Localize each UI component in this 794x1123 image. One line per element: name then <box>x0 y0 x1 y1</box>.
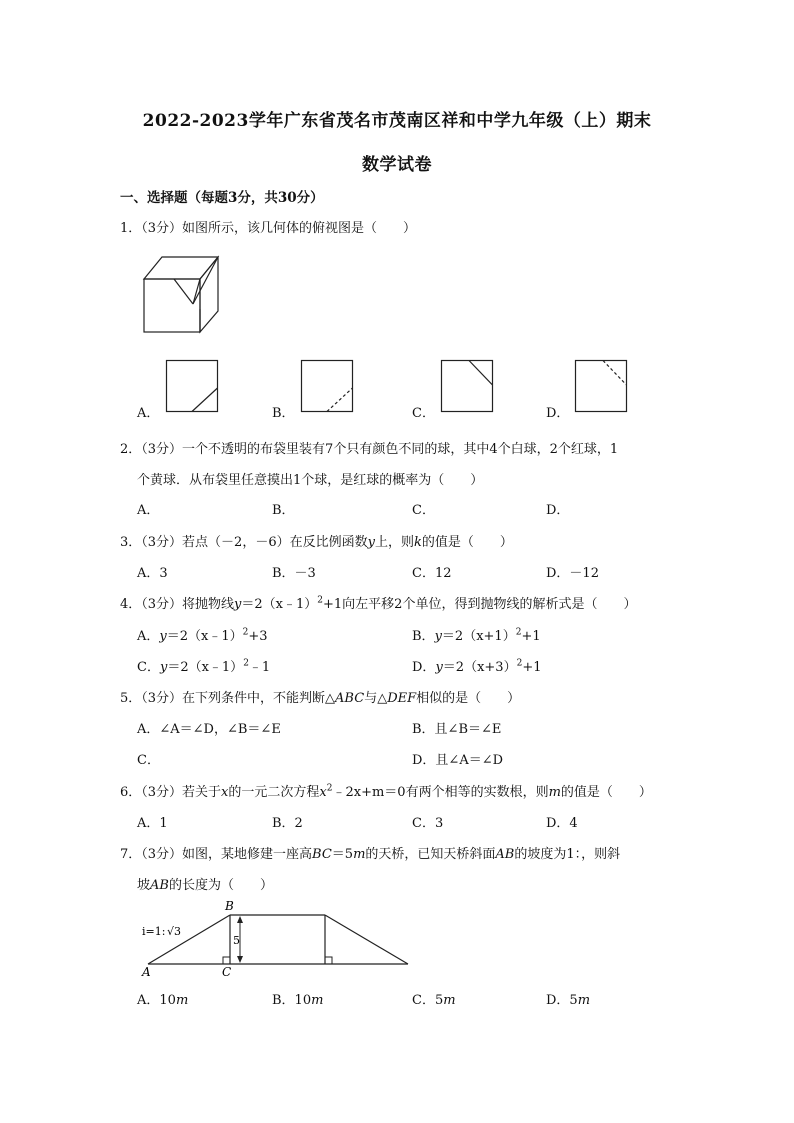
q7-b-unit: m <box>311 993 324 1008</box>
q3-option-a[interactable]: A．3 <box>137 566 168 581</box>
q3-text-c: 的值是（ ） <box>421 535 513 550</box>
question-4-stem <box>120 593 636 612</box>
q7-seg-ab: AB <box>495 847 515 862</box>
q3-text-b: 上，则 <box>374 535 414 550</box>
q4-option-d[interactable] <box>412 656 541 675</box>
q4-c-exp: 2 <box>243 658 249 669</box>
q7-unit-m: m <box>353 847 366 862</box>
q7-label-a: A <box>142 965 151 979</box>
q7-d-value: D．5 <box>546 993 578 1008</box>
q4-c-label: C． <box>137 660 160 675</box>
q7-a-unit: m <box>175 993 189 1008</box>
q6-exponent: 2 <box>326 783 333 794</box>
q5-option-a[interactable]: A．∠A＝∠D，∠B＝∠E <box>137 722 281 737</box>
q7-text-a: 7．（3分）如图，某地修建一座高 <box>120 847 313 862</box>
q4-d-exp: 2 <box>516 658 523 669</box>
q4-a-label: A． <box>137 629 160 644</box>
q4-a-expr: ＝2（x﹣1） <box>166 629 243 644</box>
q3-option-b[interactable]: B．－3 <box>272 566 316 581</box>
q1-option-a-figure <box>166 360 218 412</box>
q3-option-d[interactable]: D．－12 <box>546 566 599 581</box>
q2-option-a[interactable]: A． <box>137 503 160 518</box>
q4-d-var: y <box>435 660 443 675</box>
question-1-stem: 1．（3分）如图所示，该几何体的俯视图是（ ） <box>120 221 417 236</box>
q2-option-b[interactable]: B． <box>272 503 295 518</box>
q3-text-a: 3．（3分）若点（－2，－6）在反比例函数 <box>120 535 368 550</box>
q4-a-var: y <box>159 629 167 644</box>
q4-c-var: y <box>159 660 168 675</box>
q7-b-value: B．10 <box>272 993 312 1008</box>
q7-slope-sqrt: √3 <box>167 925 182 938</box>
q5-text-c: 相似的是（ ） <box>416 691 521 706</box>
q4-exponent: 2 <box>317 595 324 606</box>
q7-seg-ab-2: AB <box>150 878 169 893</box>
q4-d-label: D． <box>412 660 436 675</box>
q4-text-c: +1向左平移2个单位，得到抛物线的解析式是（ ） <box>323 597 637 612</box>
q7-a-value: A．10 <box>137 993 176 1008</box>
q1-option-d-figure <box>575 360 627 412</box>
q6-text-a: 6．（3分）若关于 <box>120 785 222 800</box>
question-7-line-2 <box>137 874 273 893</box>
q7-option-c[interactable] <box>412 989 456 1008</box>
q6-var-x2: x <box>319 785 327 800</box>
q4-c-const: ﹣1 <box>248 660 271 675</box>
q4-b-const: +1 <box>521 629 541 644</box>
question-2-line-2: 个黄球．从布袋里任意摸出1个球，是红球的概率为（ ） <box>137 473 484 488</box>
q6-text-c: ﹣2x+m＝0有两个相等的实数根，则 <box>332 785 549 800</box>
q3-var-k: k <box>413 535 422 550</box>
q5-triangle-def: DEF <box>387 691 417 706</box>
q4-d-expr: ＝2（x+3） <box>442 660 517 675</box>
q1-option-c-figure <box>441 360 493 412</box>
q7-option-d[interactable] <box>546 989 590 1008</box>
q4-b-exp: 2 <box>515 627 522 638</box>
q6-option-a[interactable]: A．1 <box>137 816 168 831</box>
q4-d-const: +1 <box>522 660 542 675</box>
q7-label-c: C <box>222 965 232 979</box>
q7-c-unit: m <box>443 993 456 1008</box>
q2-option-c[interactable]: C． <box>412 503 435 518</box>
q4-option-c[interactable] <box>137 656 270 675</box>
section-heading: 一、选择题（每题3分，共30分） <box>120 190 324 206</box>
q1-option-b-label[interactable]: B． <box>272 406 295 421</box>
q7-text-f: 的长度为（ ） <box>168 878 273 893</box>
q7-option-a[interactable] <box>137 989 188 1008</box>
q1-option-b-figure <box>301 360 353 412</box>
q7-text-c: 的天桥，已知天桥斜面 <box>365 847 496 862</box>
q3-option-c[interactable]: C．12 <box>412 566 452 581</box>
q5-option-c[interactable]: C． <box>137 753 160 768</box>
q6-text-b: 的一元二次方程 <box>228 785 320 800</box>
question-3-stem <box>120 531 513 550</box>
q4-text-a: 4．（3分）将抛物线 <box>120 597 235 612</box>
q6-option-d[interactable]: D．4 <box>546 816 578 831</box>
question-2-line-1: 2．（3分）一个不透明的布袋里装有7个只有颜色不同的球，其中4个白球，2个红球，1 <box>120 442 619 457</box>
q4-a-const: +3 <box>248 629 268 644</box>
q6-var-x: x <box>221 785 229 800</box>
page-subtitle: 数学试卷 <box>362 155 432 175</box>
q7-label-b: B <box>225 899 234 913</box>
q4-a-exp: 2 <box>242 627 249 638</box>
q3-var-y: y <box>367 535 375 550</box>
q4-b-var: y <box>434 629 442 644</box>
q4-b-label: B． <box>412 629 435 644</box>
q5-text-b: 与△ <box>364 691 388 706</box>
q4-text-b: ＝2（x﹣1） <box>241 597 318 612</box>
question-7-line-1 <box>120 843 620 862</box>
q7-slope-label: i=1: <box>142 925 166 938</box>
q7-text-b: ＝5 <box>331 847 354 862</box>
q4-option-b[interactable] <box>412 625 541 644</box>
q7-option-b[interactable] <box>272 989 323 1008</box>
q7-bridge-figure <box>140 898 415 978</box>
q7-c-value: C．5 <box>412 993 444 1008</box>
q1-option-d-label[interactable]: D． <box>546 406 570 421</box>
q7-text-d: 的坡度为1：，则斜 <box>514 847 621 862</box>
question-5-stem <box>120 687 520 706</box>
q7-height-label: 5 <box>233 934 240 947</box>
q6-text-d: 的值是（ ） <box>560 785 652 800</box>
q5-option-d[interactable]: D．且∠A＝∠D <box>412 753 504 768</box>
q5-option-b[interactable]: B．且∠B＝∠E <box>412 722 502 737</box>
q6-var-m: m <box>548 785 561 800</box>
page-title: 2022-2023学年广东省茂名市茂南区祥和中学九年级（上）期末 <box>142 111 652 131</box>
q1-option-c-label[interactable]: C． <box>412 406 435 421</box>
q1-solid-figure <box>138 255 224 335</box>
q5-text-a: 5．（3分）在下列条件中，不能判断△ <box>120 691 336 706</box>
q4-var-y: y <box>234 597 242 612</box>
q4-c-expr: ＝2（x﹣1） <box>167 660 244 675</box>
question-6-stem <box>120 781 652 800</box>
q5-triangle-abc: ABC <box>335 691 365 706</box>
q4-option-a[interactable] <box>137 625 268 644</box>
q6-option-c[interactable]: C．3 <box>412 816 444 831</box>
q7-seg-bc: BC <box>312 847 332 862</box>
q4-b-expr: ＝2（x+1） <box>441 629 516 644</box>
q6-option-b[interactable]: B．2 <box>272 816 303 831</box>
q1-option-a-label[interactable]: A． <box>137 406 160 421</box>
q7-text-e: 坡 <box>137 878 151 893</box>
q2-option-d[interactable]: D． <box>546 503 570 518</box>
q7-d-unit: m <box>577 993 591 1008</box>
